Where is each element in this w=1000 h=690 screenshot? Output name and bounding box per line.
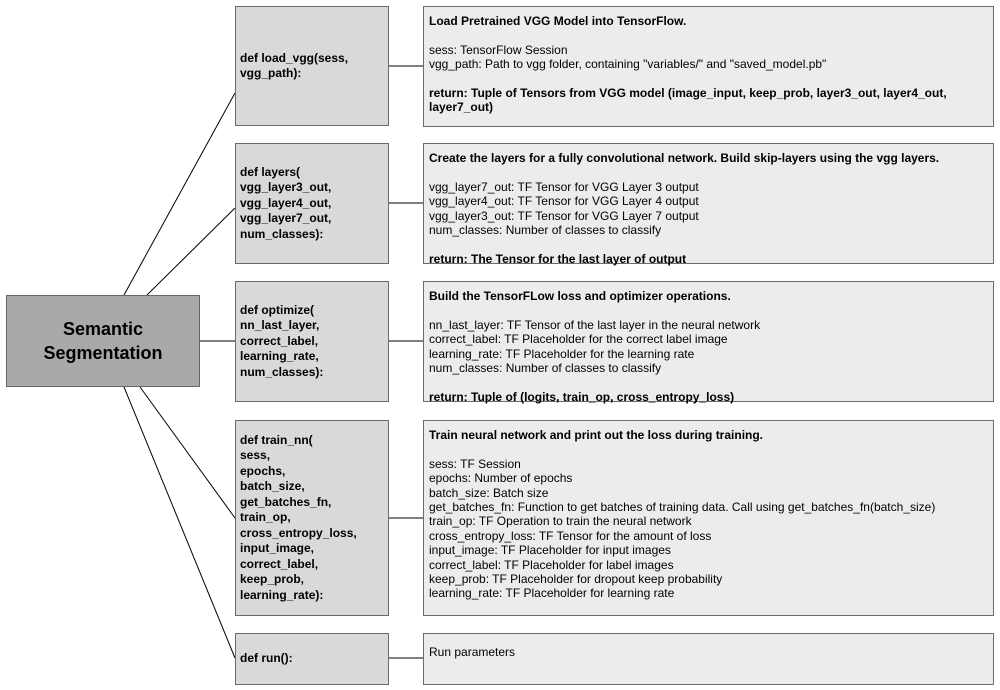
doc-param: input_image: TF Placeholder for input images <box>429 543 671 558</box>
doc-box-run <box>423 633 994 685</box>
function-signature: def load_vgg(sess, vgg_path): <box>240 50 349 80</box>
doc-box-layers <box>423 143 994 264</box>
doc-param: get_batches_fn: Function to get batches of training data. Call using get_batches_fn(batch_size) <box>429 500 936 515</box>
doc-box-train-nn <box>423 420 994 616</box>
doc-heading: Load Pretrained VGG Model into TensorFlow. <box>429 14 687 28</box>
doc-return: return: Tuple of (logits, train_op, cross_entropy_loss) <box>429 389 735 404</box>
doc-param: batch_size: Batch size <box>429 485 549 500</box>
doc-param: nn_last_layer: TF Tensor of the last layer in the neural network <box>429 317 761 332</box>
root-title-line2: Segmentation <box>43 343 163 363</box>
function-box-optimize <box>235 281 389 402</box>
doc-param: vgg_layer3_out: TF Tensor for VGG Layer 7 output <box>429 208 699 223</box>
function-signature: def layers( vgg_layer3_out, vgg_layer4_out, vgg_layer7_out, num_classes): <box>240 164 332 241</box>
doc-param: train_op: TF Operation to train the neural network <box>429 514 692 529</box>
connector-root-layers <box>147 208 235 295</box>
doc-param: learning_rate: TF Placeholder for the learning rate <box>429 346 695 361</box>
doc-box-optimize <box>423 281 994 402</box>
function-signature: def run(): <box>240 651 293 666</box>
doc-param: sess: TensorFlow Session <box>429 42 568 57</box>
function-box-run <box>235 633 389 685</box>
doc-param: epochs: Number of epochs <box>429 471 573 486</box>
doc-heading: Create the layers for a fully convolutional network. Build skip-layers using the vgg layers. <box>429 151 940 165</box>
doc-param: correct_label: TF Placeholder for the correct label image <box>429 332 728 347</box>
doc-param: vgg_path: Path to vgg folder, containing "variables/" and "saved_model.pb" <box>429 57 827 72</box>
doc-heading: Train neural network and print out the loss during training. <box>429 428 764 442</box>
function-box-layers <box>235 143 389 264</box>
doc-return: return: The Tensor for the last layer of output <box>429 251 687 266</box>
doc-box-load-vgg <box>423 6 994 127</box>
root-node <box>6 295 200 387</box>
doc-param: vgg_layer7_out: TF Tensor for VGG Layer 3 output <box>429 179 699 194</box>
doc-return: return: Tuple of Tensors from VGG model (image_input, keep_prob, layer3_out, layer4_out, layer7_out) <box>429 86 947 115</box>
connector-root-run <box>124 387 235 658</box>
connector-root-load-vgg <box>124 93 235 295</box>
doc-param: cross_entropy_loss: TF Tensor for the amount of loss <box>429 528 712 543</box>
doc-param: sess: TF Session <box>429 456 521 471</box>
doc-param: num_classes: Number of classes to classify <box>429 361 662 376</box>
doc-param: learning_rate: TF Placeholder for learning rate <box>429 586 675 601</box>
function-signature: def train_nn( sess, epochs, batch_size, get_batches_fn, train_op, cross_entropy_loss, input_image, correct_label, keep_prob, learning_rate): <box>240 432 357 602</box>
doc-param: correct_label: TF Placeholder for label images <box>429 557 674 572</box>
doc-param: num_classes: Number of classes to classify <box>429 223 662 238</box>
function-signature: def optimize( nn_last_layer, correct_label, learning_rate, num_classes): <box>240 302 324 379</box>
doc-param: Run parameters <box>429 645 516 659</box>
doc-heading: Build the TensorFLow loss and optimizer operations. <box>429 289 731 303</box>
root-title-line1: Semantic <box>62 319 144 339</box>
doc-param: vgg_layer4_out: TF Tensor for VGG Layer 4 output <box>429 194 699 209</box>
connector-root-train-nn <box>140 387 235 518</box>
function-box-load-vgg <box>235 6 389 126</box>
doc-param: keep_prob: TF Placeholder for dropout keep probability <box>429 572 723 587</box>
function-box-train-nn <box>235 420 389 616</box>
